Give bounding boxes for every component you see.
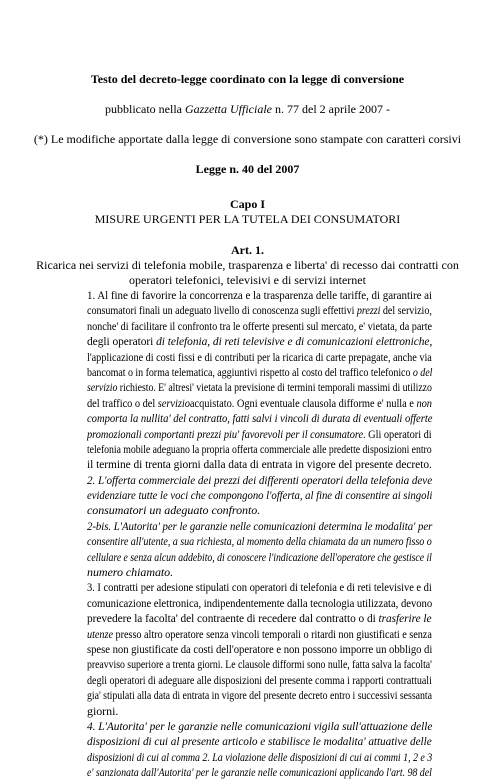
article-title-line-2: operatori telefonici, televisivi e di servizi internet <box>129 273 366 287</box>
article-body <box>87 288 432 781</box>
text-line: bancomat o in forma telematica, aggiuntivi rispetto al costo del traffico telefonico o del <box>87 364 433 379</box>
text-line: spese non giustificate da costi dell'operatore e non possono imporre un obbligo di <box>87 641 433 656</box>
text-line: preavviso superiore a trenta giorni. Le clausole difformi sono nulle, fatta salva la facolta' <box>87 657 432 672</box>
chapter-heading: Capo I <box>229 197 265 211</box>
text-line: consumatori finali un adeguato livello di conoscenza sugli effettivi prezzi del servizio, <box>87 303 432 318</box>
text-line: 4. L'Autorita' per le garanzie nelle comunicazioni vigila sull'attuazione delle <box>87 718 433 733</box>
text-line: il termine di trenta giorni dalla data di entrata in vigore del presente decreto. <box>87 457 432 472</box>
text-line: numero chiamato. <box>87 565 174 580</box>
text-line: l'applicazione di costi fissi e di contributi per la ricarica di carte prepagate, anche via <box>87 349 432 364</box>
article-heading: Art. 1. <box>231 243 264 257</box>
text-line: evidenziare tutte le voci che compongono l'offerta, al fine di consentire ai singoli <box>87 488 433 503</box>
chapter-title: MISURE URGENTI PER LA TUTELA DEI CONSUMATORI <box>94 212 401 226</box>
text-line: e' sanzionata dall'Autorita' per le garanzie nelle comunicazioni applicando l'art. 98 del <box>87 765 432 780</box>
publication-line: pubblicato nella Gazzetta Ufficiale n. 77 del 2 aprile 2007 - <box>105 102 390 116</box>
text-line: cellulare e senza alcun addebito, di conoscere l'indicazione dell'operatore che gestisce il <box>87 549 432 564</box>
text-line: disposizioni di cui al presente articolo e stabilisce le modalita' attuative delle <box>87 734 432 749</box>
text-line: consentire all'utente, a sua richiesta, al momento della chiamata da un numero fisso o <box>87 534 432 549</box>
text-line: consumatori un adeguato confronto. <box>87 503 261 518</box>
text-line: disposizioni di cui al comma 2. La violazione delle disposizioni di cui ai commi 1, 2 e 3 <box>87 749 433 764</box>
text-line: prevedere la facolta' del contraente di recedere dal contratto o di trasferire le <box>87 611 432 626</box>
text-line: promozionali comportanti prezzi piu' favorevoli per il consumatore. Gli operatori di <box>87 426 432 441</box>
text-line: giorni. <box>87 703 119 718</box>
text-line: servizio richiesto. E' altresi' vietata la previsione di termini temporali massimi di utilizzo <box>87 380 432 395</box>
text-line: 1. Al fine di favorire la concorrenza e la trasparenza delle tariffe, di garantire ai <box>87 288 433 302</box>
text-line: degli operatori di adeguare alle disposizioni del presente comma i rapporti contrattuali <box>87 672 432 687</box>
text-line: 3. I contratti per adesione stipulati con operatori di telefonia e di reti televisive e di <box>87 580 432 595</box>
text-line: utenze presso altro operatore senza vincoli temporali o ritardi non giustificati e senza <box>87 626 432 641</box>
article-title-line-1: Ricarica nei servizi di telefonia mobile, trasparenza e liberta' di recesso dai contratti con <box>36 258 459 272</box>
italic-note: (*) Le modifiche apportate dalla legge di conversione sono stampate con caratteri corsivi <box>33 132 462 146</box>
text-line: nonche' di facilitare il confronto tra le offerte presenti sul mercato, e' vietata, da parte <box>87 318 433 333</box>
text-line: gia' stipulati alla data di entrata in vigore del presente decreto entro i successivi sessanta <box>87 688 433 703</box>
law-heading: Legge n. 40 del 2007 <box>195 162 300 176</box>
text-line: telefonia mobile adeguano la propria offerta commerciale alle predette disposizioni entro <box>87 441 432 456</box>
document-title: Testo del decreto-legge coordinato con la legge di conversione <box>90 72 405 86</box>
text-line: comunicazione elettronica, indipendentemente dalla tecnologia utilizzata, devono <box>87 595 433 610</box>
text-line: del traffico o del servizioacquistato. Ogni eventuale clausola difforme e' nulla e non <box>87 395 432 410</box>
text-line: 2-bis. L'Autorita' per le garanzie nelle comunicazioni determina le modalita' per <box>87 518 433 533</box>
text-line: degli operatori di telefonia, di reti televisive e di comunicazioni elettroniche, <box>87 334 433 349</box>
text-line: 2. L'offerta commerciale dei prezzi dei differenti operatori della telefonia deve <box>87 472 433 487</box>
text-line: comporta la nullita' del contratto, fatti salvi i vincoli di durata di eventuali offerte <box>87 411 433 426</box>
